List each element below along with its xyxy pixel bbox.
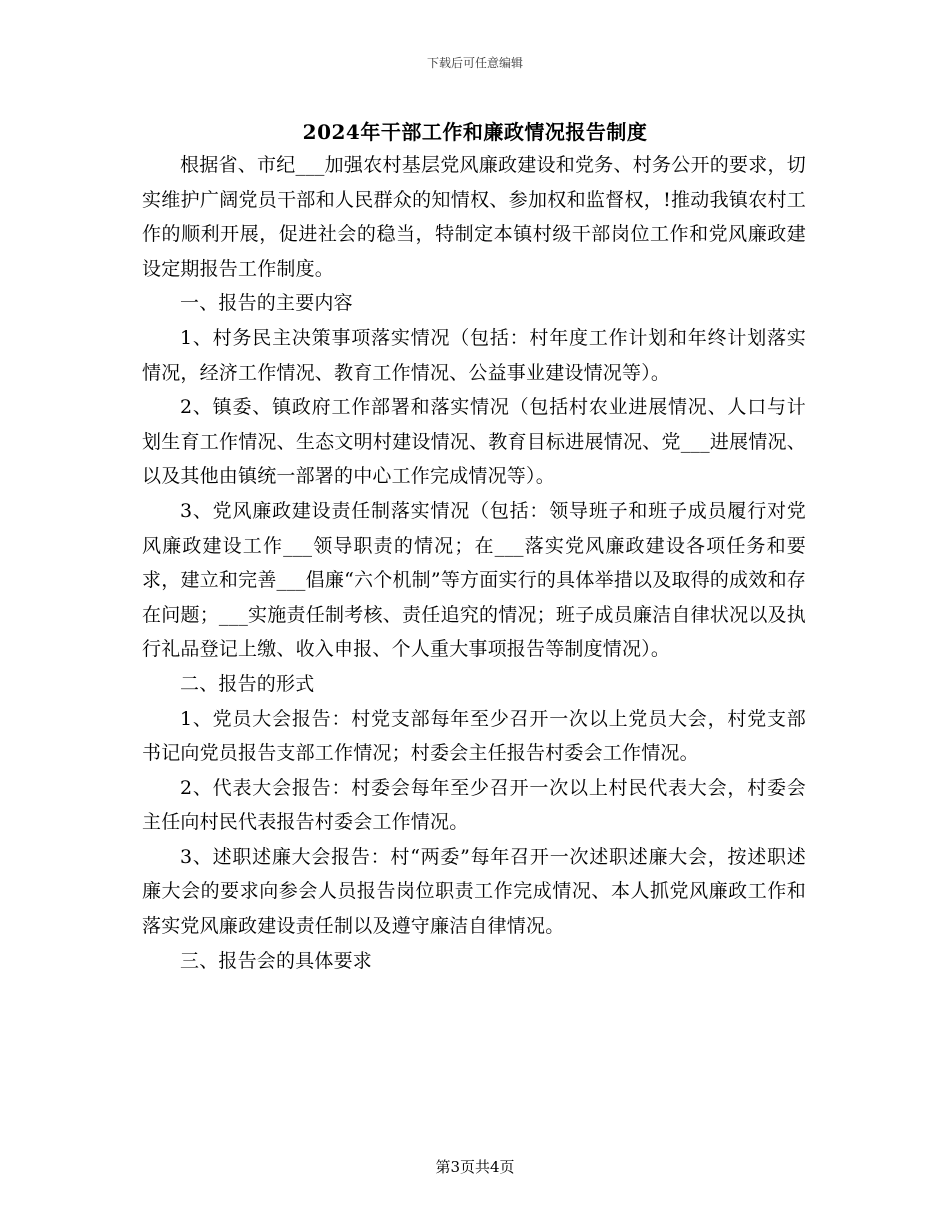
document-title: 2024年干部工作和廉政情况报告制度 <box>302 120 648 144</box>
section-heading-3: 三、报告会的具体要求 <box>180 949 373 972</box>
paragraph-item: 1、村务民主决策事项落实情况（包括：村年度工作计划和年终计划落实情况，经济工作情况、教育工作情况、公益事业建设情况等）。 <box>142 326 806 384</box>
page-number: 第3页共4页 <box>435 1158 515 1176</box>
paragraph-intro: 根据省、市纪___加强农村基层党风廉政建设和党务、村务公开的要求，切实维护广阔党员干部和人民群众的知情权、参加权和监督权，!推动我镇农村工作的顺利开展，促进社会的稳当，特制定本镇村级干部岗位工作和党风廉政建设定期报告工作制度。 <box>142 154 806 280</box>
paragraph-item: 2、代表大会报告：村委会每年至少召开一次以上村民代表大会，村委会主任向村民代表报告村委会工作情况。 <box>142 776 806 834</box>
section-heading-2: 二、报告的形式 <box>180 672 315 695</box>
page-header-note: 下载后可任意编辑 <box>426 56 523 70</box>
section-heading-1: 一、报告的主要内容 <box>180 292 353 315</box>
document-body <box>142 148 806 978</box>
paragraph-item: 3、述职述廉大会报告：村“两委”每年召开一次述职述廉大会，按述职述廉大会的要求向参会人员报告岗位职责工作完成情况、本人抓党风廉政工作和落实党风廉政建设责任制以及遵守廉洁自律情况。 <box>142 845 806 938</box>
paragraph-item: 3、党风廉政建设责任制落实情况（包括：领导班子和班子成员履行对党风廉政建设工作___领导职责的情况；在___落实党风廉政建设各项任务和要求，建立和完善___倡廉“六个机制”等方面实行的具体举措以及取得的成效和存在问题；___实施责任制考核、责任追究的情况；班子成员廉洁自律状况以及执行礼品登记上缴、收入申报、个人重大事项报告等制度情况）。 <box>142 499 806 661</box>
paragraph-item: 1、党员大会报告：村党支部每年至少召开一次以上党员大会，村党支部书记向党员报告支部工作情况；村委会主任报告村委会工作情况。 <box>142 707 806 765</box>
paragraph-item: 2、镇委、镇政府工作部署和落实情况（包括村农业进展情况、人口与计划生育工作情况、生态文明村建设情况、教育目标进展情况、党___进展情况、以及其他由镇统一部署的中心工作完成情况等）。 <box>142 396 806 488</box>
